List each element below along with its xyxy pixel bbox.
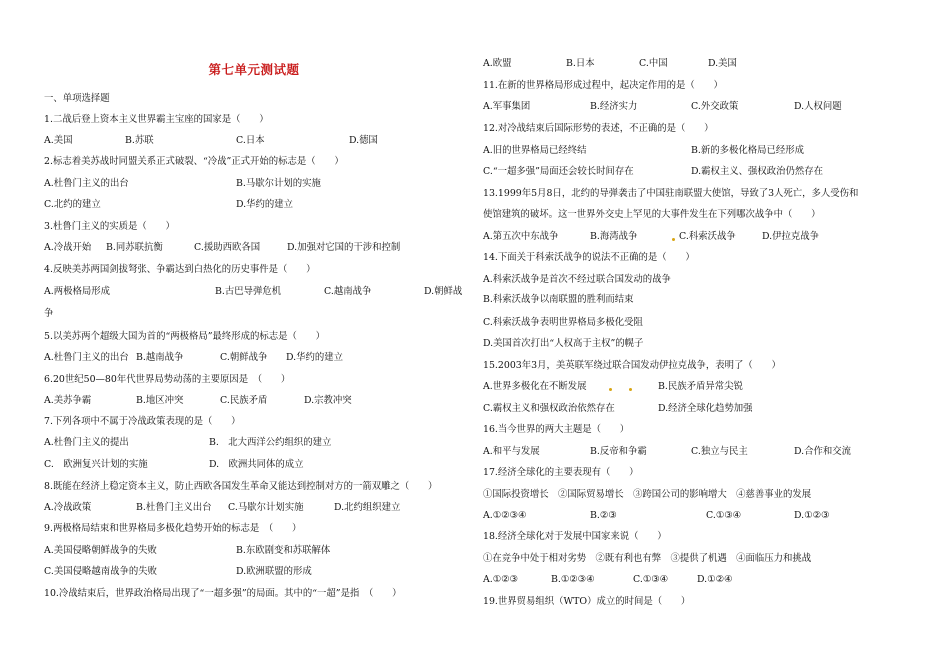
q3-option-d: D.加强对它国的干涉和控制 (287, 242, 401, 253)
q5-option-a: A.杜鲁门主义的出台 (44, 352, 129, 363)
q12-option-d: D.霸权主义、强权政治仍然存在 (691, 166, 824, 177)
q1-stem: 1.二战后登上资本主义世界霸主宝座的国家是（ ） (44, 114, 269, 125)
q14-stem: 14.下面关于科索沃战争的说法不正确的是（ ） (483, 252, 695, 263)
q2-option-b: B.马歇尔计划的实施 (236, 178, 321, 189)
q17-option-d: D.①②③ (794, 510, 830, 521)
q13-stem-line1: 13.1999年5月8日，北约的导弹袭击了中国驻南联盟大使馆，导致了3人死亡，多人受伤和 (483, 188, 859, 199)
q8-option-a: A.冷战政策 (44, 502, 92, 513)
q10-stem: 10.冷战结束后，世界政治格局出现了“一超多强”的局面。其中的“一超”是指 （ ） (44, 588, 402, 599)
q5-option-b: B.越南战争 (136, 352, 184, 363)
q14-option-b: B.科索沃战争以南联盟的胜利而结束 (483, 294, 634, 305)
q6-option-a: A.美苏争霸 (44, 395, 92, 406)
q9-option-c: C.美国侵略越南战争的失败 (44, 566, 157, 577)
q17-option-c: C.①③④ (706, 510, 742, 521)
q2-option-d: D.华约的建立 (236, 199, 294, 210)
q15-stem: 15.2003年3月，美英联军绕过联合国发动伊拉克战争，表明了（ ） (483, 360, 781, 371)
q7-option-c: C. 欧洲复兴计划的实施 (44, 459, 148, 470)
q16-option-d: D.合作和交流 (794, 446, 852, 457)
q18-option-d: D.①②④ (697, 574, 733, 585)
q4-option-b: B.古巴导弹危机 (215, 286, 282, 297)
q8-option-b: B.杜鲁门主义出台 (136, 502, 212, 513)
q4-option-d-continued: 争 (44, 308, 54, 319)
q18-stem: 18.经济全球化对于发展中国家来说（ ） (483, 531, 667, 542)
q12-option-b: B.新的多极化格局已经形成 (691, 145, 804, 156)
q4-option-c: C.越南战争 (324, 286, 372, 297)
q13-option-c: C.科索沃战争 (679, 231, 736, 242)
q1-option-a: A.美国 (44, 135, 73, 146)
q11-stem: 11.在新的世界格局形成过程中，起决定作用的是（ ） (483, 80, 723, 91)
q7-option-a: A.杜鲁门主义的提出 (44, 437, 129, 448)
q9-option-b: B.东欧剧变和苏联解体 (236, 545, 331, 556)
q10-option-a: A.欧盟 (483, 58, 512, 69)
q12-option-a: A.旧的世界格局已经终结 (483, 145, 587, 156)
q1-option-c: C.日本 (236, 135, 265, 146)
q3-option-c: C.援助西欧各国 (194, 242, 261, 253)
q6-stem: 6.20世纪50—80年代世界局势动荡的主要原因是 （ ） (44, 374, 291, 385)
q6-option-b: B.地区冲突 (136, 395, 184, 406)
q14-option-c: C.科索沃战争表明世界格局多极化受阻 (483, 317, 643, 328)
q6-option-c: C.民族矛盾 (220, 395, 268, 406)
q15-option-c: C.霸权主义和强权政治依然存在 (483, 403, 615, 414)
q1-option-b: B.苏联 (125, 135, 154, 146)
q7-stem: 7.下列各项中不属于冷战政策表现的是（ ） (44, 416, 241, 427)
q4-option-a: A.两极格局形成 (44, 286, 111, 297)
q18-items: ①在竞争中处于相对劣势 ②既有利也有弊 ③提供了机遇 ④面临压力和挑战 (483, 553, 812, 564)
q8-stem: 8.既能在经济上稳定资本主义，防止西欧各国发生革命又能达到控制对方的一箭双雕之（ ） (44, 481, 438, 492)
q10-option-c: C.中国 (639, 58, 668, 69)
q8-option-d: D.北约组织建立 (334, 502, 401, 513)
q17-option-a: A.①②③④ (483, 510, 527, 521)
mark-dot (672, 238, 675, 241)
q16-option-b: B.反帝和争霸 (590, 446, 647, 457)
q17-option-b: B.②③ (590, 510, 617, 521)
q7-option-b: B. 北大西洋公约组织的建立 (209, 437, 332, 448)
q13-option-d: D.伊拉克战争 (762, 231, 820, 242)
q9-option-a: A.美国侵略朝鲜战争的失败 (44, 545, 157, 556)
q13-option-a: A.第五次中东战争 (483, 231, 559, 242)
q7-option-d: D. 欧洲共同体的成立 (209, 459, 304, 470)
section-heading: 一、单项选择题 (44, 93, 110, 104)
q8-option-c: C.马歇尔计划实施 (228, 502, 304, 513)
q12-stem: 12.对冷战结束后国际形势的表述，不正确的是（ ） (483, 123, 714, 134)
q15-option-b: B.民族矛盾异常尖锐 (658, 381, 743, 392)
q11-option-a: A.军事集团 (483, 101, 531, 112)
q17-stem: 17.经济全球化的主要表现有（ ） (483, 467, 639, 478)
q5-option-c: C.朝鲜战争 (220, 352, 268, 363)
q11-option-b: B.经济实力 (590, 101, 638, 112)
q10-option-b: B.日本 (566, 58, 595, 69)
q13-stem-line2: 使馆建筑的破坏。这一世界外交史上罕见的大事件发生在下列哪次战争中（ ） (483, 209, 821, 220)
q2-stem: 2.标志着美苏战时同盟关系正式破裂、“冷战”正式开始的标志是（ ） (44, 156, 344, 167)
q17-items: ①国际投资增长 ②国际贸易增长 ③跨国公司的影响增大 ④慈善事业的发展 (483, 489, 812, 500)
q10-option-d: D.美国 (708, 58, 737, 69)
q16-option-a: A.和平与发展 (483, 446, 540, 457)
q16-stem: 16.当今世界的两大主题是（ ） (483, 424, 630, 435)
mark-dot (609, 388, 612, 391)
mark-dot (629, 388, 632, 391)
q15-option-a: A.世界多极化在不断发展 (483, 381, 587, 392)
q18-option-c: C.①③④ (633, 574, 669, 585)
q1-option-d: D.德国 (349, 135, 378, 146)
q5-option-d: D.华约的建立 (286, 352, 344, 363)
q4-option-d: D.朝鲜战 (424, 286, 463, 297)
q19-stem: 19.世界贸易组织（WTO）成立的时间是（ ） (483, 596, 691, 607)
q6-option-d: D.宗教冲突 (304, 395, 352, 406)
q18-option-b: B.①②③④ (551, 574, 595, 585)
page-title: 第七单元测试题 (208, 62, 300, 77)
q9-option-d: D.欧洲联盟的形成 (236, 566, 312, 577)
q15-option-d: D.经济全球化趋势加强 (658, 403, 753, 414)
q2-option-c: C.北约的建立 (44, 199, 101, 210)
q11-option-d: D.人权问题 (794, 101, 842, 112)
q16-option-c: C.独立与民主 (691, 446, 748, 457)
q5-stem: 5.以美苏两个超级大国为首的“两极格局”最终形成的标志是（ ） (44, 331, 326, 342)
q3-option-a: A.冷战开始 (44, 242, 92, 253)
q3-stem: 3.杜鲁门主义的实质是（ ） (44, 221, 175, 232)
q14-option-a: A.科索沃战争是首次不经过联合国发动的战争 (483, 274, 671, 285)
q13-option-b: B.海湾战争 (590, 231, 638, 242)
q2-option-a: A.杜鲁门主义的出台 (44, 178, 129, 189)
q3-option-b: B.同苏联抗衡 (106, 242, 163, 253)
q14-option-d: D.美国首次打出“人权高于主权”的幌子 (483, 338, 644, 349)
q11-option-c: C.外交政策 (691, 101, 739, 112)
q12-option-c: C.“一超多强”局面还会较长时间存在 (483, 166, 634, 177)
q4-stem: 4.反映美苏两国剑拔弩张、争霸达到白热化的历史事件是（ ） (44, 264, 316, 275)
q18-option-a: A.①②③ (483, 574, 518, 585)
q9-stem: 9.两极格局结束和世界格局多极化趋势开始的标志是 （ ） (44, 523, 302, 534)
